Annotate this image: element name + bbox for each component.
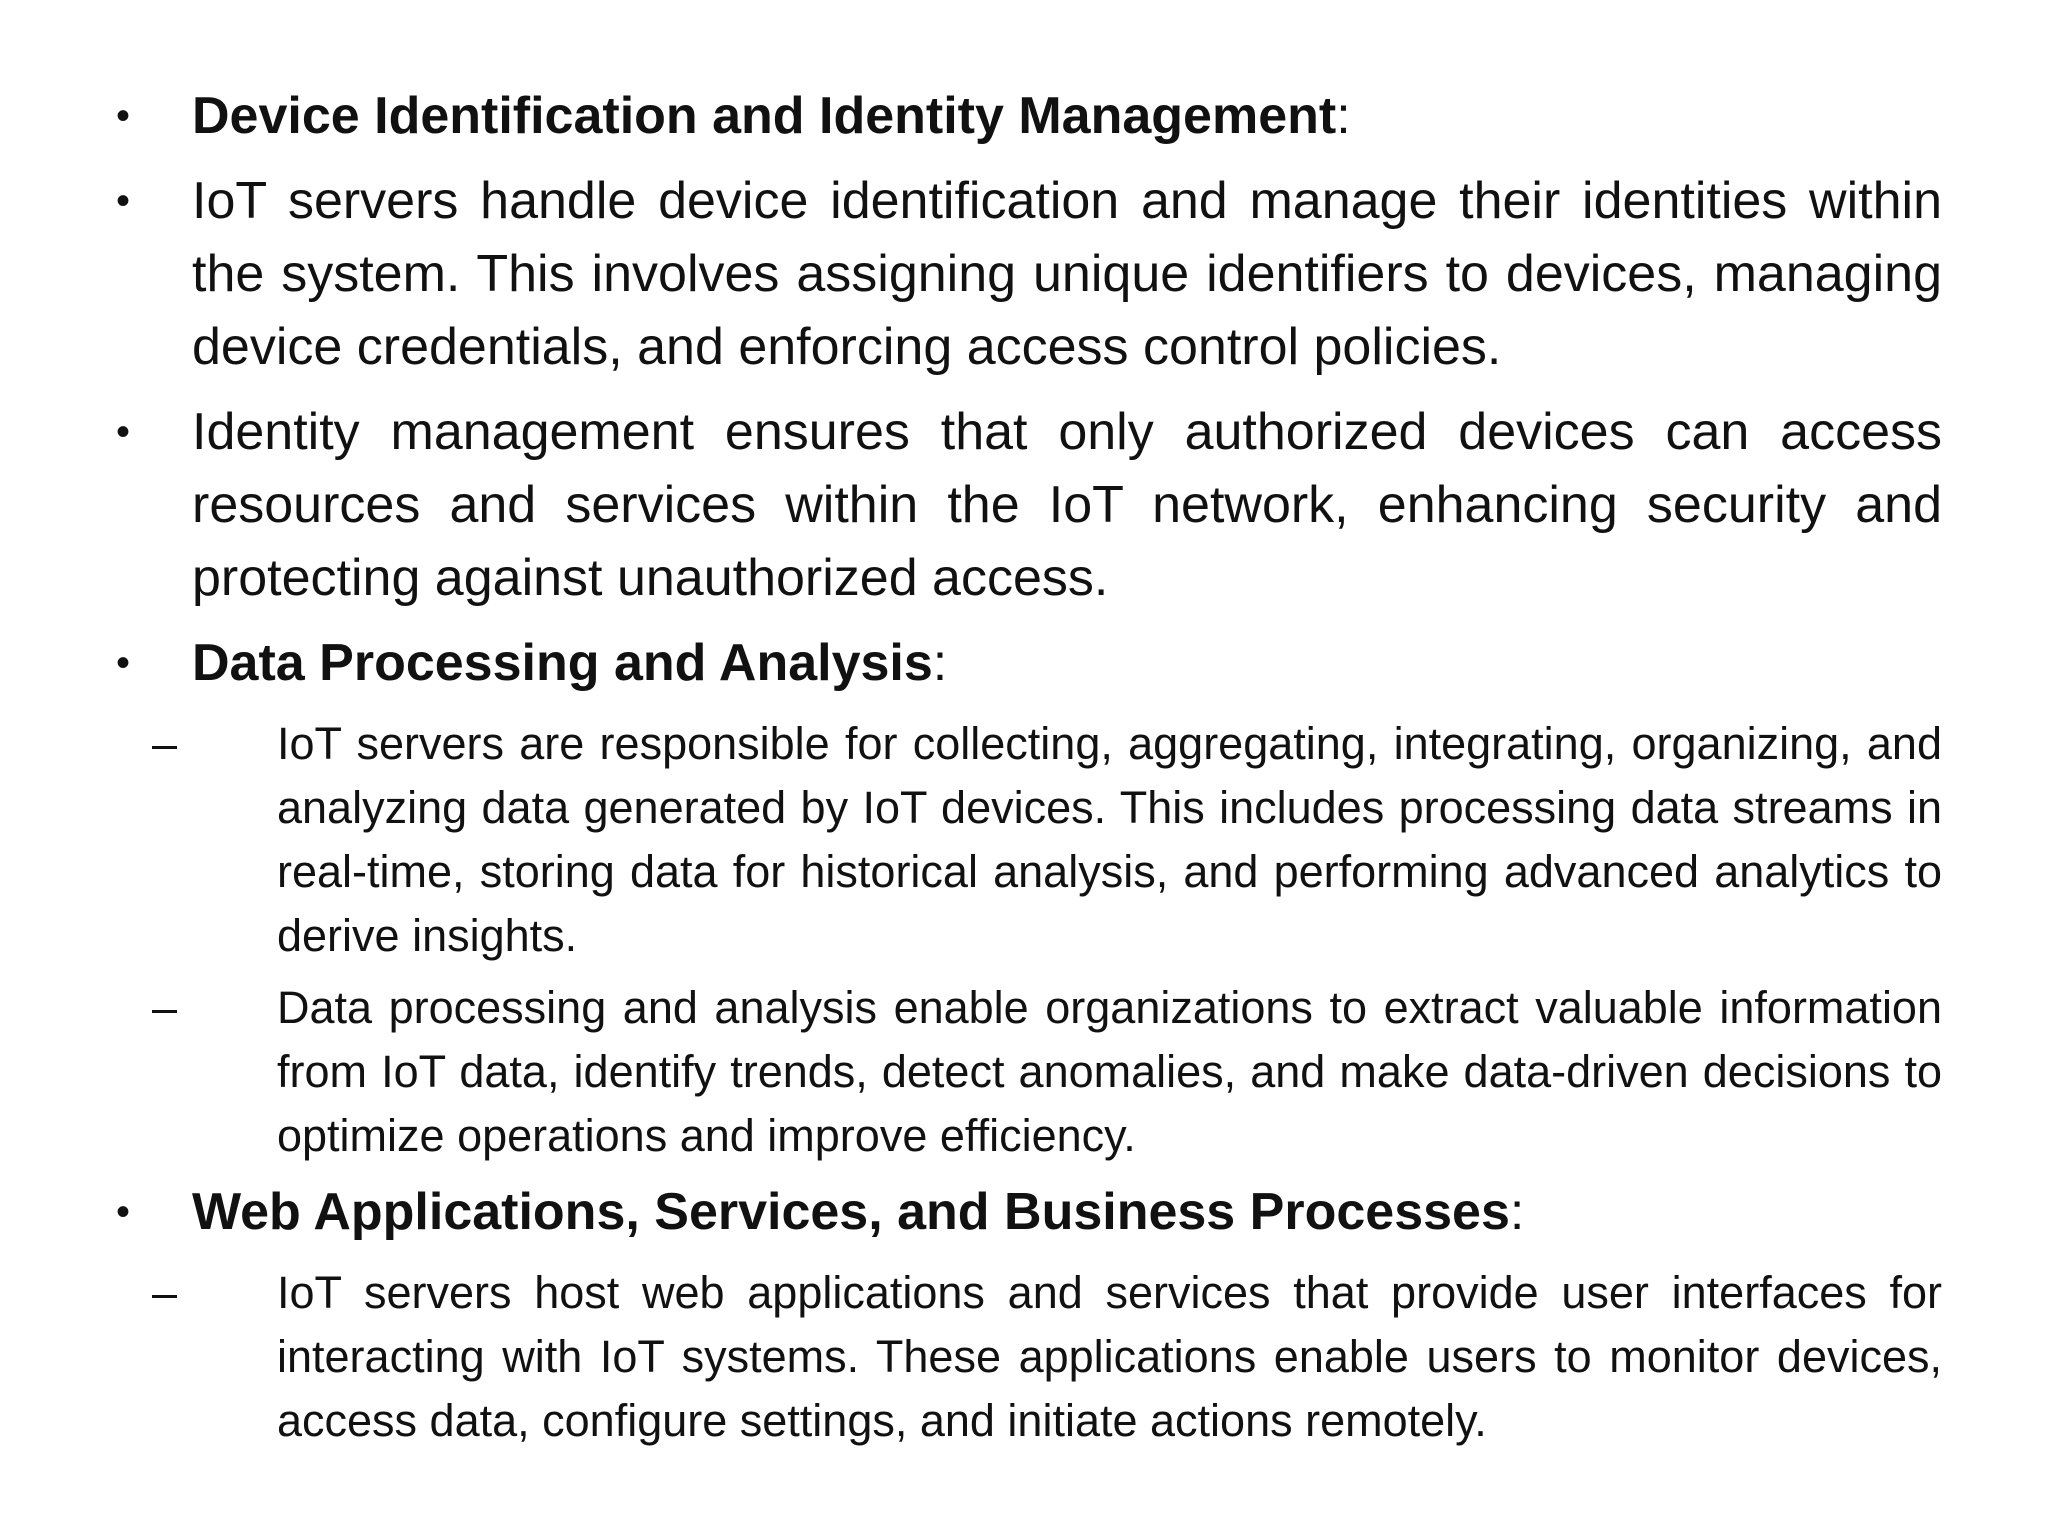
subbullet-data-collection [112, 712, 1942, 968]
bullet-heading-web-applications [112, 1176, 1942, 1249]
bullet-marker: • [116, 410, 131, 454]
subbullet-web-apps [112, 1261, 1942, 1453]
bullet-text: IoT servers handle device identification and manage their identities within the system. This involves assigning unique identifiers to devices, managing device credentials, and enforcing access control policies. [192, 172, 1942, 376]
bullet-heading-device-identification [112, 80, 1942, 153]
subbullet-text: Data processing and analysis enable organizations to extract valuable information from IoT data, identify trends, detect anomalies, and make data-driven decisions to optimize operations and improve efficiency. [277, 982, 1942, 1161]
subbullet-text: IoT servers are responsible for collecting, aggregating, integrating, organizing, and analyzing data generated by IoT devices. This includes processing data streams in real-time, storing data for historical analysis, and performing advanced analytics to derive insights. [277, 718, 1942, 961]
bullet-marker: • [116, 1190, 131, 1234]
heading-text: Device Identification and Identity Management [192, 87, 1337, 145]
heading-colon: : [1336, 87, 1351, 145]
slide-body [112, 80, 1942, 1461]
bullet-heading-data-processing [112, 627, 1942, 700]
dash-marker: – [152, 718, 178, 769]
bullet-marker: • [116, 179, 131, 223]
bullet-identity-handling [112, 165, 1942, 384]
dash-marker: – [152, 982, 178, 1033]
bullet-identity-security [112, 396, 1942, 615]
heading-colon: : [932, 634, 948, 692]
bullet-text: Identity management ensures that only authorized devices can access resources and services within the IoT network, enhancing security and protecting against unauthorized access. [192, 403, 1942, 607]
heading-text: Web Applications, Services, and Business Processes [192, 1183, 1510, 1241]
heading-text: Data Processing and Analysis [192, 634, 933, 692]
heading-colon: : [1509, 1183, 1525, 1241]
subbullet-text: IoT servers host web applications and services that provide user interfaces for interacting with IoT systems. These applications enable users to monitor devices, access data, configure settings, and initiate actions remotely. [277, 1267, 1942, 1446]
dash-marker: – [152, 1267, 178, 1318]
bullet-marker: • [116, 94, 131, 138]
bullet-marker: • [116, 641, 131, 685]
subbullet-data-insights [112, 976, 1942, 1168]
